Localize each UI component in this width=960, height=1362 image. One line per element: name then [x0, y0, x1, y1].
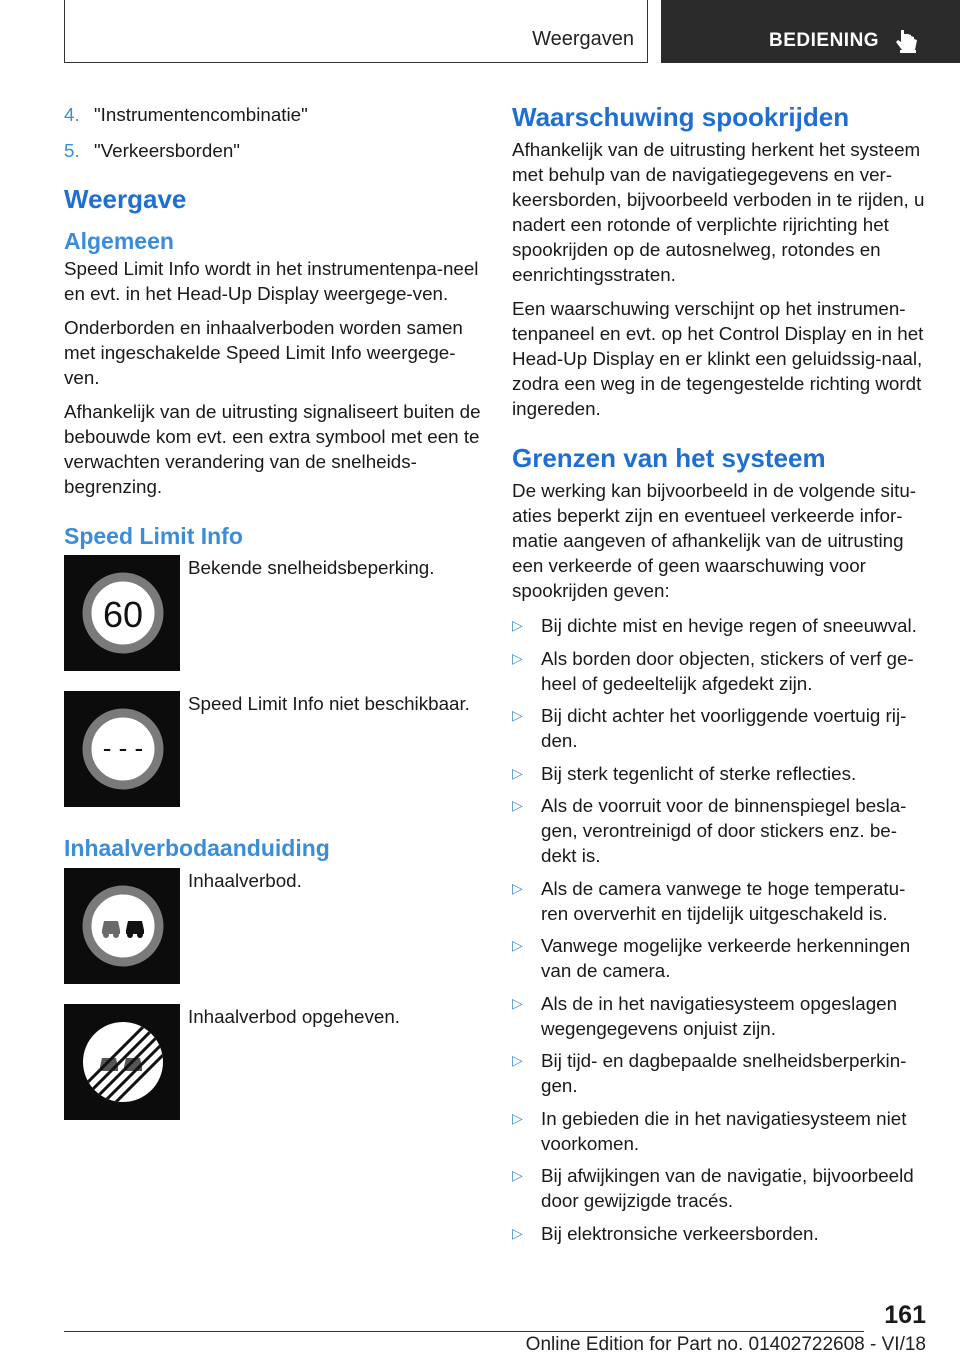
list-item-text: Bij sterk tegenlicht of sterke reflecties.: [541, 762, 857, 784]
sign-value: 60: [102, 594, 144, 635]
list-item: [512, 1106, 930, 1156]
header-tab: [661, 0, 960, 63]
list-item: [512, 1048, 930, 1098]
bullet-triangle-icon: ▷: [512, 937, 523, 953]
bullet-triangle-icon: ▷: [512, 707, 523, 723]
sign-description: Bekende snelheidsbeperking.: [188, 557, 435, 578]
footer-edition-link[interactable]: Online Edition for Part no. 01402722608 - VI/18: [525, 1334, 926, 1355]
touch-hand-icon: [893, 28, 921, 54]
list-item: [512, 703, 930, 753]
no-overtaking-sign-icon: [64, 868, 180, 984]
bullet-triangle-icon: ▷: [512, 994, 523, 1011]
paragraph: Afhankelijk van de uitrusting signaliseert buiten de bebouwde kom evt. een extra symbool met een te verwachten verandering van de snelheids-begrenzing.: [64, 401, 481, 497]
list-item-text: Bij tijd- en dagbepaalde snelheidsberperkin-gen.: [541, 1050, 907, 1096]
list-item: [512, 1163, 930, 1213]
paragraph: De werking kan bijvoorbeeld in de volgende situ-aties beperkt zijn en eventueel verkeerde infor-matie aangeven of afhankelijk van de uitrusting een verkeerde of geen waarschuwing voor spookrijden geven:: [512, 480, 917, 601]
sign-description: Speed Limit Info niet beschikbaar.: [188, 693, 470, 714]
bullet-triangle-icon: ▷: [512, 1224, 523, 1241]
list-item-text: Als borden door objecten, stickers of verf ge-heel of gedeeltelijk afgedekt zijn.: [541, 647, 914, 694]
list-item: [64, 138, 484, 163]
list-item-text: "Verkeersborden": [94, 140, 240, 161]
bullet-triangle-icon: ▷: [512, 649, 523, 666]
right-column: [512, 102, 930, 1253]
header-tab-label: BEDIENING: [769, 30, 880, 51]
numbered-list: [64, 102, 484, 163]
bullet-triangle-icon: ▷: [512, 1052, 523, 1068]
list-item-text: Bij dicht achter het voorliggende voertuig rij-den.: [541, 705, 907, 751]
system-limits-heading: Grenzen van het systeem: [512, 443, 826, 473]
paragraph: Onderborden en inhaalverboden worden samen met ingeschakelde Speed Limit Info weergege-ven.: [64, 317, 463, 388]
list-item: [512, 933, 930, 983]
list-item-text: Als de in het navigatiesysteem opgeslagen wegengegevens onjuist zijn.: [541, 992, 898, 1039]
list-item-text: Vanwege mogelijke verkeerde herkenningen van de camera.: [541, 935, 911, 981]
list-item: [512, 613, 930, 638]
sign-row: [64, 691, 484, 807]
header-section-title: Weergaven: [532, 28, 634, 50]
list-item: [512, 1221, 930, 1246]
bullet-triangle-icon: ▷: [512, 617, 523, 633]
page-number: 161: [884, 1301, 926, 1329]
speed-limit-heading: Speed Limit Info: [64, 523, 243, 549]
list-item: [512, 646, 930, 696]
list-number: 4.: [64, 104, 80, 125]
list-item-text: In gebieden die in het navigatiesysteem niet voorkomen.: [541, 1107, 907, 1154]
bullet-triangle-icon: ▷: [512, 797, 523, 813]
speed-unavailable-sign-icon: [64, 691, 180, 807]
list-item: [64, 102, 484, 127]
paragraph: Speed Limit Info wordt in het instrumentenpa-neel en evt. in het Head-Up Display weergege-ven.: [64, 258, 479, 304]
end-no-overtaking-sign-icon: [64, 1004, 180, 1120]
paragraph: Een waarschuwing verschijnt op het instrumen-tenpaneel en evt. op het Control Display en in het Head-Up Display en er klinkt een geluidssig-naal, zodra een weg in de tegengestelde richting wordt ingereden.: [512, 298, 924, 419]
sign-description: Inhaalverbod.: [188, 870, 302, 891]
bullet-triangle-icon: ▷: [512, 879, 523, 896]
sign-description: Inhaalverbod opgeheven.: [188, 1006, 400, 1027]
list-item: [512, 991, 930, 1041]
list-item-text: Bij elektronsiche verkeersborden.: [541, 1222, 819, 1244]
left-column: [64, 102, 484, 1140]
list-item-text: Als de camera vanwege te hoge temperatu-ren oververhit en tijdelijk uitgeschakeld is.: [541, 877, 906, 924]
list-item-text: Als de voorruit voor de binnenspiegel besla-gen, verontreinigd of door stickers enz. be-dekt is.: [541, 795, 907, 866]
algemeen-heading: Algemeen: [64, 228, 174, 254]
bullet-triangle-icon: ▷: [512, 1167, 523, 1183]
weergave-heading: Weergave: [64, 184, 187, 214]
list-item: [512, 761, 930, 786]
sign-row: [64, 868, 484, 984]
list-item-text: Bij dichte mist en hevige regen of sneeuwval.: [541, 615, 917, 636]
paragraph: Afhankelijk van de uitrusting herkent het systeem met behulp van de navigatiegegevens en ver-keersborden, bijvoorbeeld verboden in te rijden, u nadert een rotonde of verplichte rijrichting het spookrijden op de autosnelweg, rotondes en eenrichtingsstraten.: [512, 139, 925, 285]
sign-row: [64, 555, 484, 671]
speed-60-sign-icon: [64, 555, 180, 671]
list-item-text: "Instrumentencombinatie": [94, 104, 308, 125]
list-item-text: Bij afwijkingen van de navigatie, bijvoorbeeld door gewijzigde tracés.: [541, 1165, 914, 1211]
list-number: 5.: [64, 140, 80, 161]
ghost-driver-heading: Waarschuwing spookrijden: [512, 102, 850, 132]
sign-value: - - -: [102, 733, 144, 763]
list-item: [512, 793, 930, 868]
footer-divider: [64, 1331, 864, 1332]
bullet-triangle-icon: ▷: [512, 764, 523, 781]
limitations-list: [512, 613, 930, 1246]
overtake-heading: Inhaalverbodaanduiding: [64, 835, 330, 861]
sign-row: [64, 1004, 484, 1120]
list-item: [512, 876, 930, 926]
bullet-triangle-icon: ▷: [512, 1109, 523, 1126]
